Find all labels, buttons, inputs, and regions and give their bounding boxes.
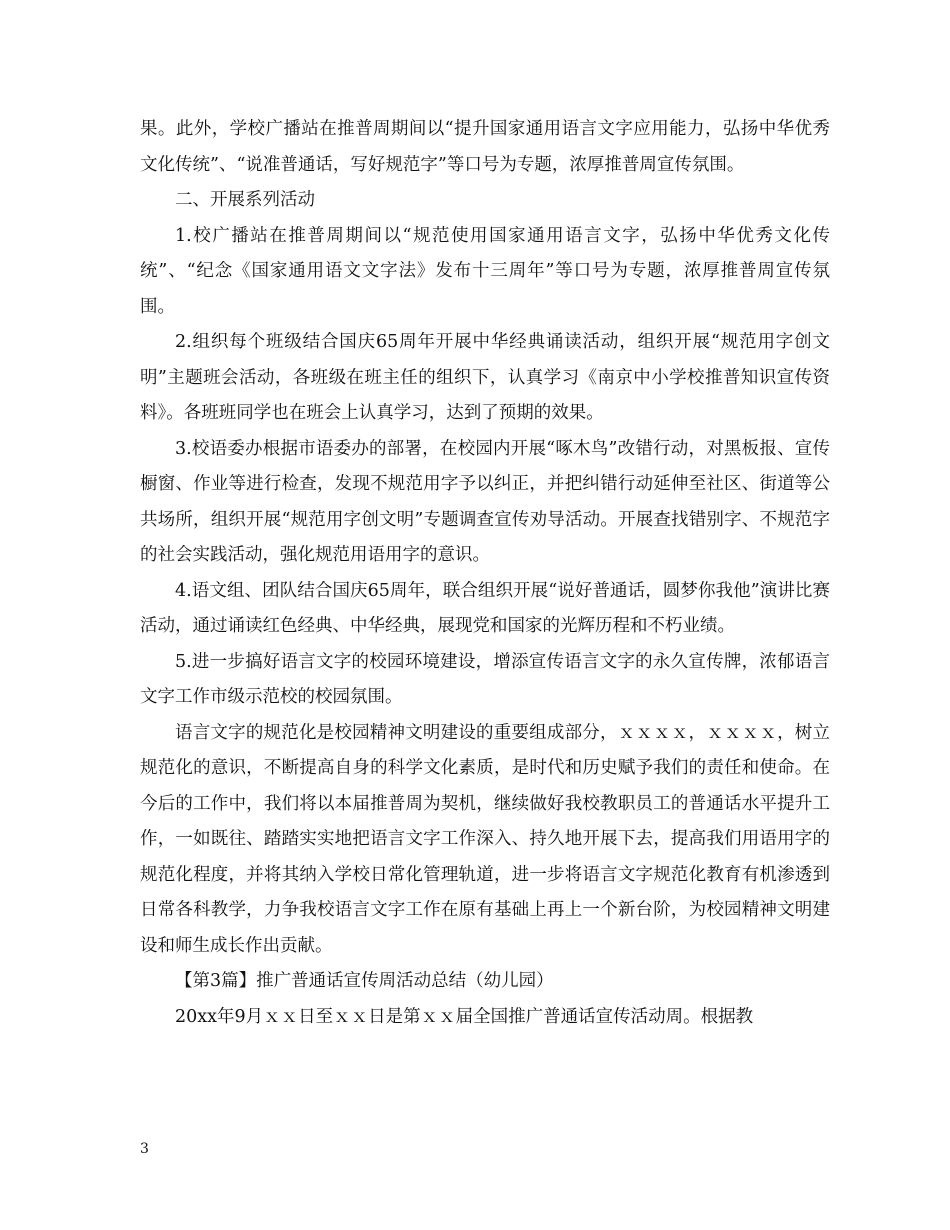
article-first-line: 20xx年9月ｘｘ日至ｘｘ日是第ｘｘ届全国推广普通话宣传活动周。根据教 <box>175 1006 754 1027</box>
list-item-5: 5.进一步搞好语言文字的校园环境建设，增添宣传语言文字的永久宣传牌，浓郁语言文字工作市级示范校的校园氛围。 <box>140 651 830 707</box>
page-number: 3 <box>140 1141 149 1157</box>
article-title: 【第3篇】推广普通话宣传周活动总结（幼儿园） <box>175 971 554 991</box>
list-item-3: 3.校语委办根据市语委办的部署，在校园内开展“啄木鸟”改错行动，对黑板报、宣传橱窗、作业等进行检查，发现不规范用字予以纠正，并把纠错行动延伸至社区、街道等公共场所，组织开展“规范用字创文明”专题调查宣传劝导活动。开展查找错别字、不规范字的社会实践活动，强化规范用语用字的意识。 <box>140 438 830 565</box>
list-item-1: 1.校广播站在推普周期间以“规范使用国家通用语言文字，弘扬中华优秀文化传统”、“纪念《国家通用语文文字法》发布十三周年”等口号为专题，浓厚推普周宣传氛围。 <box>140 225 830 317</box>
list-item-2: 2.组织每个班级结合国庆65周年开展中华经典诵读活动，组织开展“规范用字创文明”主题班会活动，各班级在班主任的组织下，认真学习《南京中小学校推普知识宣传资料》。各班班同学也在班会上认真学习，达到了预期的效果。 <box>140 332 830 423</box>
conclusion-paragraph: 语言文字的规范化是校园精神文明建设的重要组成部分，ｘｘｘｘ，ｘｘｘｘ，树立规范化的意识，不断提高自身的科学文化素质，是时代和历史赋予我们的责任和使命。在今后的工作中，我们将以本届推普周为契机，继续做好我校教职员工的普通话水平提升工作，一如既往、踏踏实实地把语言文字工作深入、持久地开展下去，提高我们用语用字的规范化程度，并将其纳入学校日常化管理轨道，进一步将语言文字规范化教育有机渗透到日常各科教学，力争我校语言文字工作在原有基础上再上一个新台阶，为校园精神文明建设和师生成长作出贡献。 <box>140 722 830 956</box>
list-item-4: 4.语文组、团队结合国庆65周年，联合组织开展“说好普通话，圆梦你我他”演讲比赛活动，通过诵读红色经典、中华经典，展现党和国家的光辉历程和不朽业绩。 <box>140 580 830 636</box>
document-body <box>140 112 830 1035</box>
paragraph-1: 果。此外，学校广播站在推普周期间以“提升国家通用语言文字应用能力，弘扬中华优秀文化传统”、“说准普通话，写好规范字”等口号为专题，浓厚推普周宣传氛围。 <box>140 119 830 175</box>
section-heading: 二、开展系列活动 <box>175 190 315 210</box>
